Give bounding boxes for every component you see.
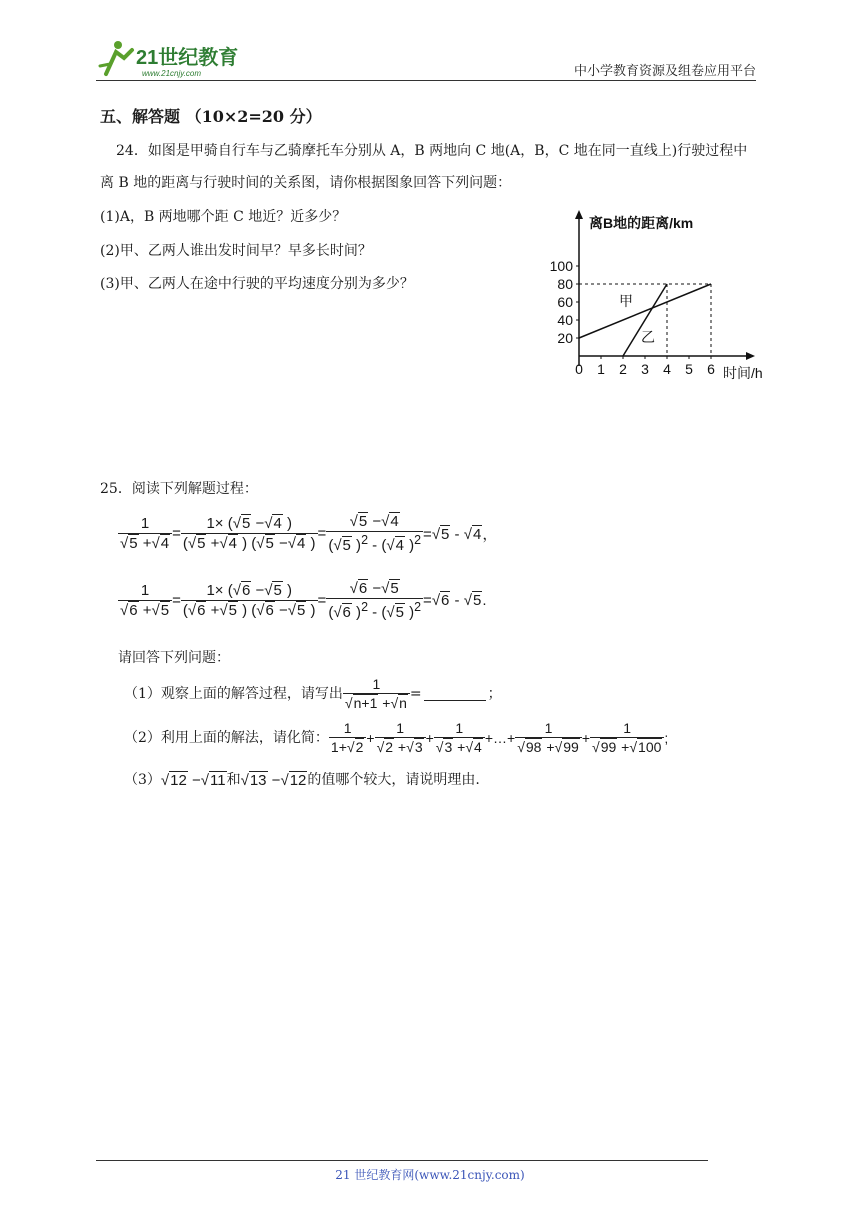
y-axis-arrow (575, 210, 583, 219)
q24-text-line1: 24．如图是甲骑自行车与乙骑摩托车分别从 A，B 两地向 C 地(A，B，C 地在同一直线上)行驶过程中 (116, 143, 748, 159)
x-axis-label: 时间/h (723, 365, 763, 381)
q25-example-2: 1 √ 6 +√ 5 = $\frac{1\times (√ 6 -√ 5 )}{(√ 6 +√ 5 ) (√ 6 -√ 5 )}$ = √ $\frac{6 -√ 5}{(√ 6 )^2 - (√ 5 )^2}$ =√ 6 - √ 5. (118, 580, 486, 621)
y-axis-label: 离B地的距离/km (589, 215, 694, 231)
label-yi: 乙 (641, 329, 655, 345)
q24-subquestion-3: (3)甲、乙两人在途中行驶的平均速度分别为多少？ (100, 276, 414, 292)
answer-blank (424, 686, 486, 701)
q25-subquestion-3: （3） √ 12 −√ 11 和 √ 13 −√ 12 的值哪个较大，请说明理由. (124, 770, 480, 790)
q24-subquestion-2: (2)甲、乙两人谁出发时间早？早多长时间？ (100, 243, 372, 259)
y-tick-label: 60 (557, 294, 573, 310)
y-tick-label: 20 (557, 330, 573, 346)
x-tick-label: 6 (707, 361, 715, 377)
q25-prompt: 请回答下列问题： (118, 650, 230, 666)
logo-url: www.21cnjy.com (142, 69, 201, 78)
x-axis-arrow (746, 352, 755, 360)
logo-text: 21世纪教育 (136, 47, 239, 69)
distance-time-graph (545, 206, 785, 386)
y-tick-label: 80 (557, 276, 573, 292)
x-tick-label: 1 (597, 361, 605, 377)
y-tick-label: 100 (549, 258, 573, 274)
header-divider (96, 80, 756, 81)
q25-subquestion-2: （2）利用上面的解法，请化简： $\frac{1}{1+√ 2}$ + 1 √ 2 +√ 3 + 1 √ 3 +√ 4 +…+ 1 √ 98 +√ 99 + 1 √ 99 +√ 100 ; (124, 720, 668, 755)
x-tick-label: 4 (663, 361, 671, 377)
y-tick-label: 40 (557, 312, 573, 328)
footer-divider (96, 1160, 708, 1161)
section-title: 五、解答题 （10×2=20 分） (100, 107, 322, 126)
site-logo (96, 36, 266, 80)
x-tick-label: 0 (575, 361, 583, 377)
x-tick-label: 3 (641, 361, 649, 377)
footer-text: 21 世纪教育网(www.21cnjy.com) (335, 1168, 525, 1182)
q25-intro: 25．阅读下列解题过程： (100, 481, 258, 497)
label-jia: 甲 (619, 293, 633, 309)
q25-subquestion-1: （1）观察上面的解答过程，请写出 1 √ n+1 +√ n = ； (124, 676, 502, 711)
x-tick-label: 2 (619, 361, 627, 377)
q24-subquestion-1: (1)A，B 两地哪个距 C 地近？近多少？ (100, 209, 347, 225)
q25-example-1: 1 √ 5 +√ 4 = $\frac{1\times (√ 5 -√ 4 )}{(√ 5 +√ 4 ) (√ 5 -√ 4 )}$ = √ $\frac{5 -√ 4}{(√ 5 )^2 - (√ 4 )^2}$ =√ 5 - √ 4， (118, 513, 497, 554)
header-platform-text: 中小学教育资源及组卷应用平台 (573, 64, 756, 79)
q24-text-line2: 离 B 地的距离与行驶时间的关系图，请你根据图象回答下列问题： (100, 175, 512, 191)
x-tick-label: 5 (685, 361, 693, 377)
